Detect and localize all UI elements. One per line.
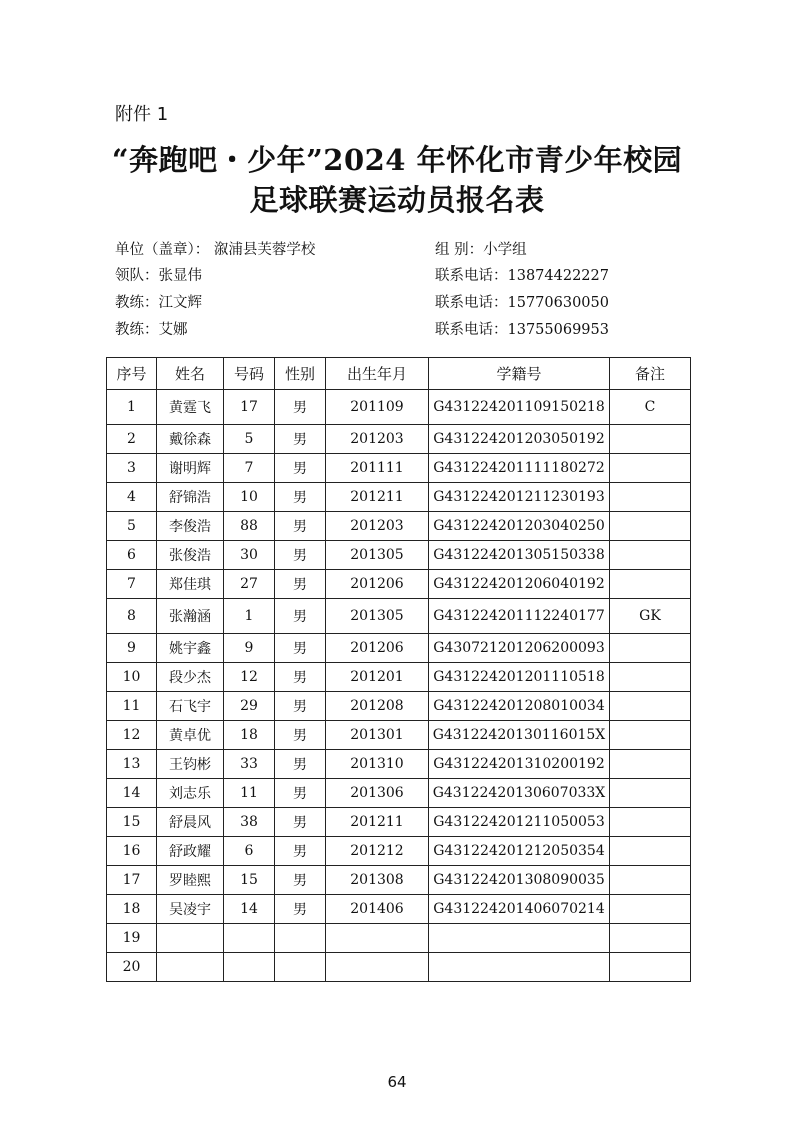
birth-month-cell: 201301	[326, 721, 429, 750]
name-cell: 黄卓优	[157, 721, 224, 750]
row-number-cell: 19	[107, 924, 157, 953]
jersey-number-cell: 12	[224, 663, 275, 692]
name-cell: 段少杰	[157, 663, 224, 692]
attachment-label: 附件 1	[115, 104, 169, 125]
student-id-cell: G431224201111180272	[429, 454, 610, 483]
name-cell: 张俊浩	[157, 541, 224, 570]
row-number-cell: 7	[107, 570, 157, 599]
remark-cell	[610, 541, 691, 570]
name-cell: 黄霆飞	[157, 390, 224, 425]
row-number-cell: 11	[107, 692, 157, 721]
name-cell	[157, 953, 224, 982]
remark-cell	[610, 512, 691, 541]
gender-cell: 男	[275, 483, 326, 512]
birth-month-cell: 201211	[326, 483, 429, 512]
coach2-phone-field: 联系电话：13755069953	[435, 322, 609, 338]
header-cell: 号码	[224, 358, 275, 390]
student-id-cell: G43122420130607033X	[429, 779, 610, 808]
remark-cell	[610, 924, 691, 953]
student-id-cell	[429, 924, 610, 953]
coach2-field: 教练：艾娜	[115, 322, 188, 338]
row-number-cell: 2	[107, 425, 157, 454]
row-number-cell: 1	[107, 390, 157, 425]
name-cell: 张瀚涵	[157, 599, 224, 634]
document-title-line2: 足球联赛运动员报名表	[249, 183, 545, 217]
name-cell: 刘志乐	[157, 779, 224, 808]
jersey-number-cell: 6	[224, 837, 275, 866]
table-row	[107, 692, 691, 721]
remark-cell	[610, 721, 691, 750]
coach1-field: 教练：江文辉	[115, 295, 202, 311]
birth-month-cell: 201203	[326, 512, 429, 541]
student-id-cell: G431224201112240177	[429, 599, 610, 634]
name-cell: 戴徐森	[157, 425, 224, 454]
birth-month-cell: 201109	[326, 390, 429, 425]
jersey-number-cell: 11	[224, 779, 275, 808]
gender-cell: 男	[275, 570, 326, 599]
student-id-cell: G431224201212050354	[429, 837, 610, 866]
birth-month-cell: 201203	[326, 425, 429, 454]
gender-cell: 男	[275, 808, 326, 837]
student-id-cell: G431224201305150338	[429, 541, 610, 570]
row-number-cell: 10	[107, 663, 157, 692]
table-row	[107, 721, 691, 750]
birth-month-cell: 201211	[326, 808, 429, 837]
gender-cell: 男	[275, 721, 326, 750]
row-number-cell: 9	[107, 634, 157, 663]
jersey-number-cell	[224, 924, 275, 953]
gender-cell: 男	[275, 692, 326, 721]
header-cell: 序号	[107, 358, 157, 390]
gender-cell: 男	[275, 390, 326, 425]
student-id-cell: G431224201308090035	[429, 866, 610, 895]
row-number-cell: 15	[107, 808, 157, 837]
student-id-cell: G430721201206200093	[429, 634, 610, 663]
header-cell: 学籍号	[429, 358, 610, 390]
row-number-cell: 13	[107, 750, 157, 779]
table-row	[107, 599, 691, 634]
table-row	[107, 866, 691, 895]
name-cell	[157, 924, 224, 953]
student-id-cell: G431224201208010034	[429, 692, 610, 721]
leader-field: 领队：张显伟	[115, 268, 202, 284]
student-id-cell: G431224201406070214	[429, 895, 610, 924]
remark-cell	[610, 570, 691, 599]
gender-cell: 男	[275, 634, 326, 663]
row-number-cell: 3	[107, 454, 157, 483]
table-row	[107, 425, 691, 454]
group-field: 组 别：小学组	[435, 242, 527, 258]
row-number-cell: 16	[107, 837, 157, 866]
gender-cell: 男	[275, 512, 326, 541]
unit-field: 单位（盖章）： 溆浦县芙蓉学校	[115, 242, 316, 258]
coach1-phone-field: 联系电话：15770630050	[435, 295, 609, 311]
jersey-number-cell: 9	[224, 634, 275, 663]
row-number-cell: 17	[107, 866, 157, 895]
birth-month-cell: 201310	[326, 750, 429, 779]
header-cell: 出生年月	[326, 358, 429, 390]
leader-phone-field: 联系电话：13874422227	[435, 268, 609, 284]
birth-month-cell: 201206	[326, 570, 429, 599]
remark-cell: C	[610, 390, 691, 425]
student-id-cell: G431224201206040192	[429, 570, 610, 599]
name-cell: 姚宇鑫	[157, 634, 224, 663]
gender-cell: 男	[275, 779, 326, 808]
table-row	[107, 541, 691, 570]
table-row	[107, 837, 691, 866]
name-cell: 舒政耀	[157, 837, 224, 866]
name-cell: 舒锦浩	[157, 483, 224, 512]
remark-cell	[610, 953, 691, 982]
row-number-cell: 5	[107, 512, 157, 541]
jersey-number-cell: 27	[224, 570, 275, 599]
student-id-cell: G431224201211050053	[429, 808, 610, 837]
jersey-number-cell: 14	[224, 895, 275, 924]
gender-cell: 男	[275, 866, 326, 895]
birth-month-cell: 201306	[326, 779, 429, 808]
remark-cell: GK	[610, 599, 691, 634]
jersey-number-cell: 30	[224, 541, 275, 570]
table-row	[107, 570, 691, 599]
student-id-cell: G431224201109150218	[429, 390, 610, 425]
roster-table	[106, 357, 691, 982]
birth-month-cell: 201308	[326, 866, 429, 895]
page-number: 64	[387, 1073, 407, 1091]
document-title-line1: “奔跑吧・少年”2024 年怀化市青少年校园	[111, 143, 683, 177]
table-row	[107, 512, 691, 541]
table-row	[107, 634, 691, 663]
student-id-cell: G431224201203050192	[429, 425, 610, 454]
jersey-number-cell: 18	[224, 721, 275, 750]
header-cell: 性别	[275, 358, 326, 390]
row-number-cell: 8	[107, 599, 157, 634]
gender-cell: 男	[275, 895, 326, 924]
student-id-cell: G431224201211230193	[429, 483, 610, 512]
jersey-number-cell: 38	[224, 808, 275, 837]
row-number-cell: 20	[107, 953, 157, 982]
gender-cell: 男	[275, 425, 326, 454]
remark-cell	[610, 663, 691, 692]
student-id-cell: G431224201203040250	[429, 512, 610, 541]
remark-cell	[610, 895, 691, 924]
table-row	[107, 953, 691, 982]
birth-month-cell: 201212	[326, 837, 429, 866]
table-row	[107, 483, 691, 512]
table-row	[107, 454, 691, 483]
birth-month-cell: 201305	[326, 599, 429, 634]
gender-cell: 男	[275, 454, 326, 483]
remark-cell	[610, 454, 691, 483]
table-row	[107, 895, 691, 924]
jersey-number-cell: 33	[224, 750, 275, 779]
table-row	[107, 663, 691, 692]
header-cell: 姓名	[157, 358, 224, 390]
gender-cell: 男	[275, 750, 326, 779]
birth-month-cell: 201406	[326, 895, 429, 924]
table-header-row	[107, 358, 691, 390]
jersey-number-cell: 5	[224, 425, 275, 454]
student-id-cell: G43122420130116015X	[429, 721, 610, 750]
remark-cell	[610, 808, 691, 837]
student-id-cell	[429, 953, 610, 982]
jersey-number-cell: 15	[224, 866, 275, 895]
row-number-cell: 12	[107, 721, 157, 750]
name-cell: 李俊浩	[157, 512, 224, 541]
header-cell: 备注	[610, 358, 691, 390]
table-row	[107, 390, 691, 425]
gender-cell: 男	[275, 541, 326, 570]
jersey-number-cell: 1	[224, 599, 275, 634]
jersey-number-cell: 29	[224, 692, 275, 721]
name-cell: 石飞宇	[157, 692, 224, 721]
birth-month-cell	[326, 953, 429, 982]
remark-cell	[610, 779, 691, 808]
row-number-cell: 18	[107, 895, 157, 924]
table-row	[107, 779, 691, 808]
row-number-cell: 6	[107, 541, 157, 570]
jersey-number-cell: 88	[224, 512, 275, 541]
birth-month-cell: 201111	[326, 454, 429, 483]
gender-cell	[275, 924, 326, 953]
jersey-number-cell: 7	[224, 454, 275, 483]
remark-cell	[610, 837, 691, 866]
remark-cell	[610, 483, 691, 512]
table-row	[107, 750, 691, 779]
name-cell: 谢明辉	[157, 454, 224, 483]
name-cell: 舒晨风	[157, 808, 224, 837]
gender-cell	[275, 953, 326, 982]
birth-month-cell: 201208	[326, 692, 429, 721]
birth-month-cell: 201305	[326, 541, 429, 570]
student-id-cell: G431224201201110518	[429, 663, 610, 692]
row-number-cell: 4	[107, 483, 157, 512]
gender-cell: 男	[275, 663, 326, 692]
jersey-number-cell: 17	[224, 390, 275, 425]
remark-cell	[610, 692, 691, 721]
name-cell: 吴凌宇	[157, 895, 224, 924]
jersey-number-cell	[224, 953, 275, 982]
birth-month-cell	[326, 924, 429, 953]
remark-cell	[610, 425, 691, 454]
table-row	[107, 808, 691, 837]
student-id-cell: G431224201310200192	[429, 750, 610, 779]
name-cell: 王钧彬	[157, 750, 224, 779]
jersey-number-cell: 10	[224, 483, 275, 512]
name-cell: 罗睦熙	[157, 866, 224, 895]
remark-cell	[610, 634, 691, 663]
birth-month-cell: 201201	[326, 663, 429, 692]
birth-month-cell: 201206	[326, 634, 429, 663]
table-row	[107, 924, 691, 953]
gender-cell: 男	[275, 599, 326, 634]
gender-cell: 男	[275, 837, 326, 866]
remark-cell	[610, 750, 691, 779]
row-number-cell: 14	[107, 779, 157, 808]
name-cell: 郑佳琪	[157, 570, 224, 599]
remark-cell	[610, 866, 691, 895]
